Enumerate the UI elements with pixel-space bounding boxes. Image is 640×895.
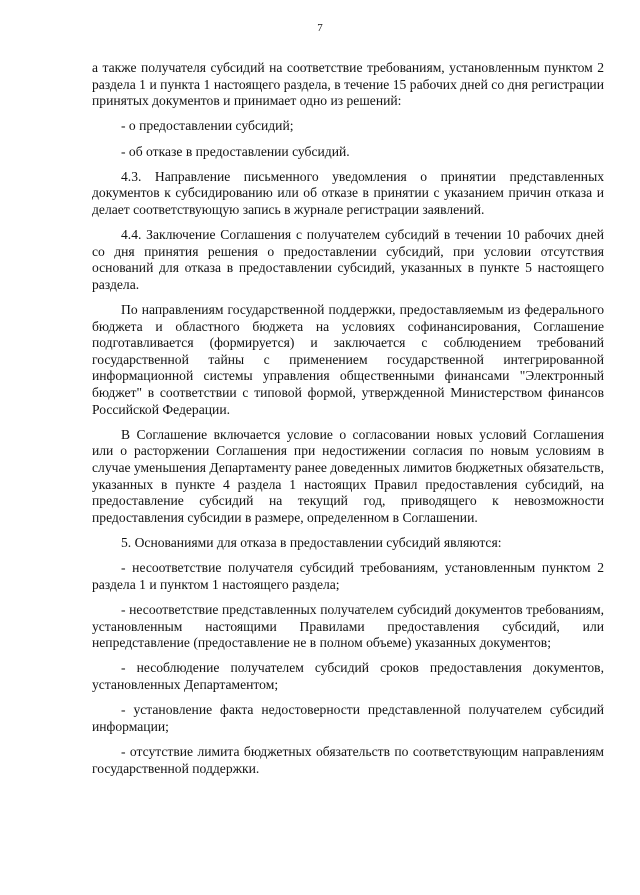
refusal-ground-no-limit: - отсутствие лимита бюджетных обязательств по соответствующим направлениям государственной поддержки.: [92, 743, 604, 776]
refusal-ground-documents: - несоответствие представленных получателем субсидий документов требованиям, установленным настоящими Правилами предоставления субсидий, или непредставление (предоставление не в полном объеме) указанных документов;: [92, 601, 604, 651]
paragraph-4-4: 4.4. Заключение Соглашения с получателем субсидий в течении 10 рабочих дней со дня принятия решения о предоставлении субсидий, при условии отсутствия оснований для отказа в предоставлении субсидий, указанных в пункте 5 настоящего раздела.: [92, 227, 604, 292]
paragraph-budget-agreement: По направлениям государственной поддержки, предоставляемым из федерального бюджета и областного бюджета на условиях софинансирования, Соглашение подготавливается (формируется) и заключается с соблюдением требований государственной тайны с применением государственной интегрированной информационной системы управления общественными финансами "Электронный бюджет" в соответствии с типовой формой, утвержденной Министерством финансов Российской Федерации.: [92, 302, 604, 417]
paragraph-4-3: 4.3. Направление письменного уведомления о принятии представленных документов к субсидированию или об отказе в принятии с указанием причин отказа и делает соответствующую запись в журнале регистрации заявлений.: [92, 168, 604, 217]
paragraph-5-refusal-grounds: 5. Основаниями для отказа в предоставлении субсидий являются:: [121, 535, 502, 550]
page-number: 7: [317, 22, 323, 34]
refusal-ground-false-info: - установление факта недостоверности представленной получателем субсидий информации;: [92, 702, 604, 734]
refusal-ground-requirements: - несоответствие получателя субсидий требованиям, установленным пунктом 2 раздела 1 и пунктом 1 настоящего раздела;: [92, 560, 604, 592]
refusal-ground-deadlines: - несоблюдение получателем субсидий сроков предоставления документов, установленных Департаментом;: [92, 660, 604, 692]
paragraph-agreement-conditions: В Соглашение включается условие о согласовании новых условий Соглашения или о расторжении Соглашения при недостижении согласия по новым условиям в случае уменьшения Департаменту ранее доведенных лимитов бюджетных обязательств, указанных в пункте 4 раздела 1 настоящих Правил предоставления субсидий, на предоставление субсидий на текущий год, приводящего к невозможности предоставления субсидии в размере, определенном в Соглашении.: [92, 426, 604, 525]
document-body: [92, 60, 604, 786]
paragraph-continuation: а также получателя субсидий на соответствие требованиям, установленным пунктом 2 раздела 1 и пункта 1 настоящего раздела, в течение 15 рабочих дней со дня регистрации принятых документов и принимает одно из решений:: [92, 60, 604, 109]
decision-option-refusal: - об отказе в предоставлении субсидий.: [121, 143, 350, 159]
decision-option-grant: - о предоставлении субсидий;: [121, 118, 294, 134]
